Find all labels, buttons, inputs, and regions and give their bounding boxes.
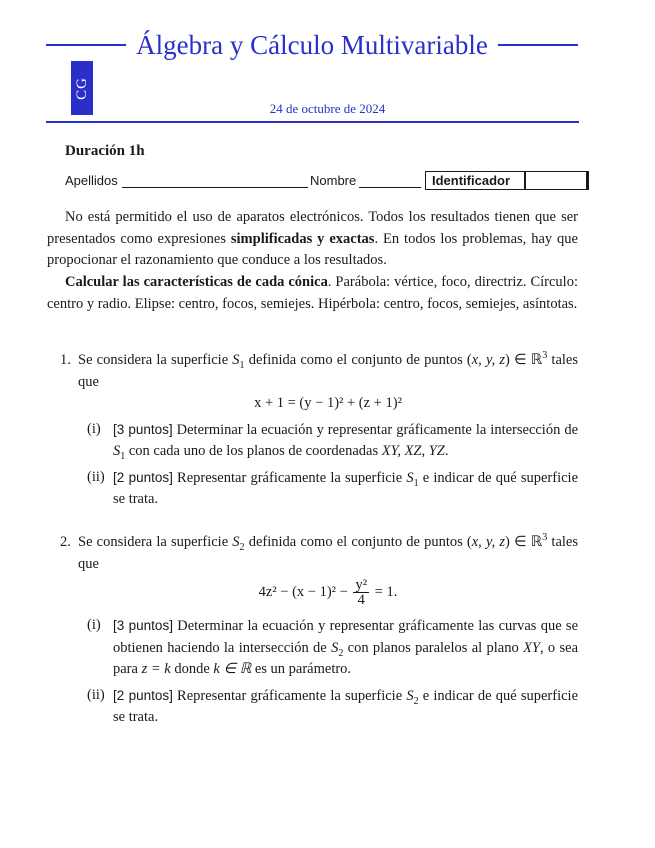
statement-b: definida como el conjunto de puntos ( [244, 534, 472, 550]
surface-symbol: S [232, 534, 240, 550]
dimension: 3 [542, 532, 548, 544]
student-fields [65, 171, 591, 191]
part-text-d: donde [170, 661, 214, 677]
part-text-c: . [444, 443, 449, 459]
part-text-b: e indicar de qué superficie se trata. [113, 687, 579, 725]
conics-rest: . Parábola: vértice, foco, directriz. Círculo: centro y radio. Elipse: centro, focos, semiejes. Hipérbola: centro, focos, semiejes, asíntotas. [47, 274, 578, 312]
instructions-emphasis: simplificadas y exactas [230, 230, 375, 247]
equation: x + 1 = (y − 1)² + (z + 1)² [254, 395, 402, 411]
statement-f: tales que [78, 534, 578, 572]
point-vars: x, y, z [471, 352, 506, 368]
surface-index: 2 [239, 541, 245, 553]
exam-date: 24 de octubre de 2024 [269, 101, 386, 116]
surface-symbol: S [113, 443, 121, 459]
statement-b: definida como el conjunto de puntos ( [244, 352, 472, 368]
problem-2-part-i [87, 615, 579, 681]
surface-index: 2 [413, 695, 419, 707]
statement-d: ) ∈ ℝ [505, 352, 543, 368]
problem-2-part-ii [87, 685, 579, 729]
conics-text [47, 272, 578, 315]
duration: Duración 1h [65, 143, 145, 159]
surface-symbol: S [331, 639, 339, 656]
part-text-b: con planos paralelos al plano [343, 639, 524, 656]
part-text-a: Determinar la ecuación y representar gráficamente las curvas que se obtienen haciendo la intersección de [113, 618, 579, 656]
points-badge: [2 puntos] [113, 469, 173, 485]
part-label: (i) [87, 420, 101, 437]
statement-d: ) ∈ ℝ [505, 534, 543, 550]
instructions-text [47, 207, 578, 272]
fraction-numerator: y² [355, 577, 368, 593]
points-badge: [2 puntos] [113, 687, 173, 703]
fraction [353, 578, 369, 607]
identifier-divider [524, 172, 526, 189]
instructions-part2: . En todos los problemas, hay que propocionar el razonamiento que conduce a los resultados. [47, 230, 578, 268]
surface-symbol: S [406, 469, 414, 486]
surface-index: 1 [120, 450, 126, 462]
part-text-a: Representar gráficamente la superficie [172, 469, 407, 486]
part-text-a: Determinar la ecuación y representar gráficamente la intersección de [172, 421, 579, 438]
title-row [46, 28, 578, 62]
surface-index: 1 [239, 359, 245, 371]
point-vars: x, y, z [471, 534, 506, 550]
surface-symbol: S [232, 352, 240, 368]
part-label: (ii) [87, 686, 105, 703]
points-badge: [3 puntos] [113, 421, 173, 437]
problem-2 [47, 532, 578, 729]
identifier-box[interactable] [425, 171, 589, 190]
part-text-e: es un parámetro. [251, 661, 352, 677]
part-text-b: con cada uno de los planos de coordenadas [125, 443, 382, 459]
problem-statement [78, 350, 578, 393]
name-label: Nombre [310, 173, 357, 188]
surname-label: Apellidos [65, 173, 118, 188]
problem-1 [47, 350, 578, 511]
equation-part-a: 4z² − (x − 1)² − [258, 583, 352, 600]
fraction-denominator: 4 [357, 592, 365, 608]
problem-1-part-i [87, 419, 579, 463]
parameter-domain: k ∈ ℝ [213, 661, 252, 677]
dimension: 3 [542, 350, 548, 362]
statement-a: Se considera la superficie [78, 352, 233, 368]
problem-number: 1. [60, 352, 71, 368]
problem-number: 2. [60, 534, 71, 550]
coordinate-plane: XY [523, 639, 540, 656]
page-title: Álgebra y Cálculo Multivariable [136, 30, 488, 60]
instructions [47, 207, 578, 272]
condition: z = k [141, 661, 171, 677]
part-label: (ii) [87, 468, 105, 485]
statement-a: Se considera la superficie [78, 534, 233, 550]
logo-text: CG [73, 76, 90, 100]
conics-emphasis: Calcular las características de cada cónica [65, 274, 328, 290]
identifier-label: Identificador [432, 173, 511, 188]
instructions-part1: No está permitido el uso de aparatos electrónicos. Todos los resultados tienen que ser presentados como expresiones [47, 209, 578, 247]
part-text-b: e indicar de qué superficie se trata. [113, 469, 579, 507]
title-rule-left [46, 44, 126, 46]
surface-symbol: S [406, 687, 414, 704]
part-label: (i) [87, 617, 101, 633]
problem-statement [78, 532, 578, 575]
points-badge: [3 puntos] [113, 618, 173, 633]
coordinate-planes: XY, XZ, YZ [381, 443, 445, 459]
surface-index: 1 [413, 477, 419, 489]
part-text-c: , o sea para [113, 639, 579, 677]
name-field[interactable] [359, 187, 421, 188]
problem-1-part-ii [87, 467, 579, 511]
title-rule-right [498, 44, 578, 46]
surname-field[interactable] [122, 187, 308, 188]
statement-f: tales que [78, 352, 578, 390]
part-text-a: Representar gráficamente la superficie [172, 687, 407, 704]
equation [47, 578, 578, 607]
conics-instructions [47, 272, 578, 315]
header-divider [46, 121, 579, 123]
equation-part-b: = 1. [371, 583, 398, 600]
surface-index: 2 [338, 647, 344, 659]
